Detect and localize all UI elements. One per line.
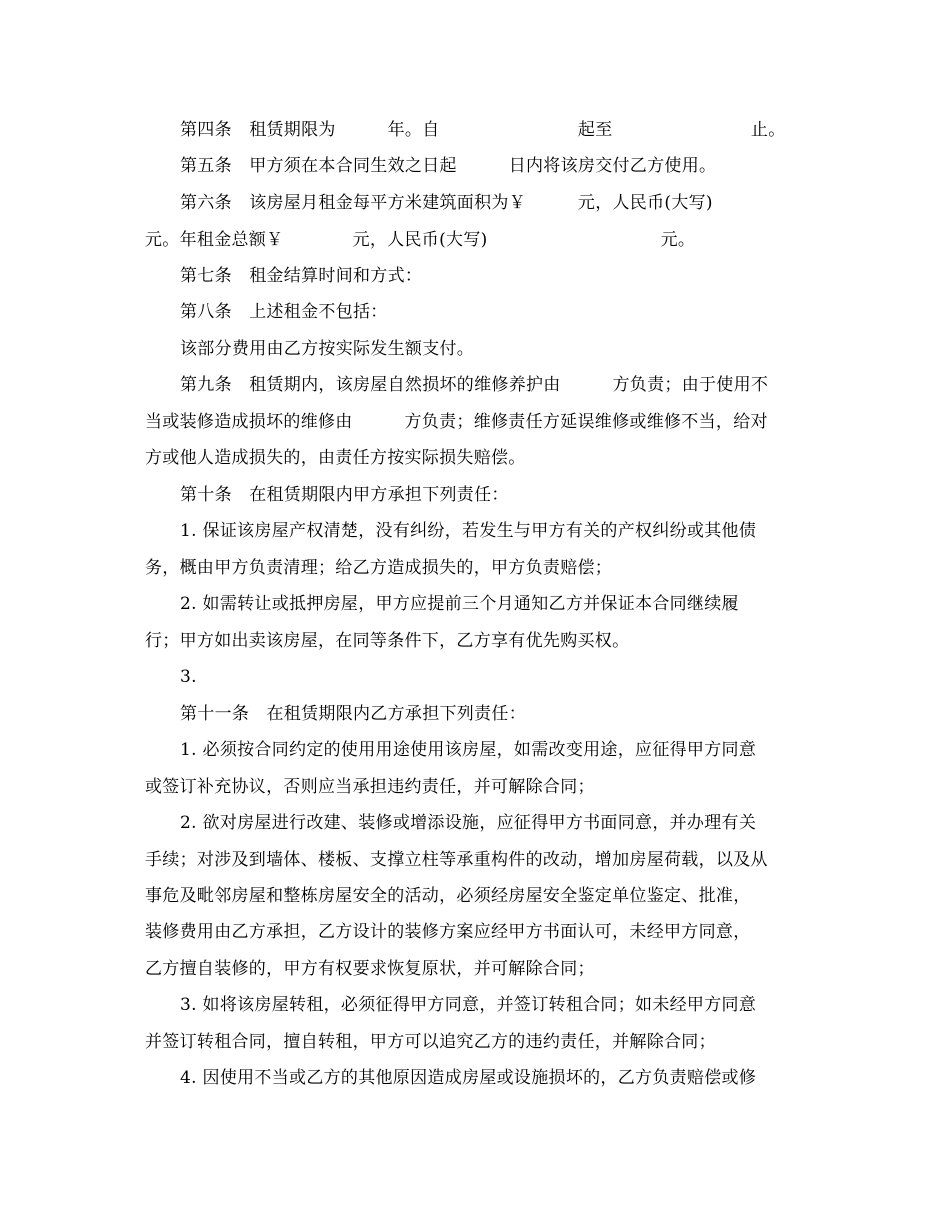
- text-line: 或签订补充协议，否则应当承担违约责任，并可解除合同；: [145, 777, 595, 797]
- text-line: 行；甲方如出卖该房屋，在同等条件下，乙方享有优先购买权。: [145, 631, 630, 651]
- text-line: 务，概由甲方负责清理；给乙方造成损失的，甲方负责赔偿；: [145, 558, 613, 578]
- text-line: 当或装修造成损坏的维修由 方负责；维修责任方延误维修或维修不当，给对: [145, 412, 768, 432]
- text-line: 装修费用由乙方承担，乙方设计的装修方案应经甲方书面认可，未经甲方同意，: [145, 922, 751, 942]
- text-line: 事危及毗邻房屋和整栋房屋安全的活动，必须经房屋安全鉴定单位鉴定、批准，: [145, 886, 751, 906]
- text-line: 手续；对涉及到墙体、楼板、支撑立柱等承重构件的改动，增加房屋荷载，以及从: [145, 850, 768, 870]
- text-line: 并签订转租合同，擅自转租，甲方可以追究乙方的违约责任，并解除合同；: [145, 1032, 716, 1052]
- text-line: 第七条 租金结算时间和方式：: [180, 266, 423, 286]
- text-line: 4. 因使用不当或乙方的其他原因造成房屋或设施损坏的，乙方负责赔偿或修: [180, 1068, 757, 1088]
- text-line: 第十条 在租赁期限内甲方承担下列责任：: [180, 485, 509, 505]
- text-line: 第六条 该房屋月租金每平方米建筑面积为￥ 元，人民币(大写): [180, 193, 713, 213]
- text-line: 第五条 甲方须在本合同生效之日起 日内将该房交付乙方使用。: [180, 156, 717, 176]
- text-line: 元。年租金总额￥ 元，人民币(大写) 元。: [145, 230, 696, 250]
- text-line: 方或他人造成损失的，由责任方按实际损失赔偿。: [145, 448, 526, 468]
- text-line: 3.: [180, 667, 197, 687]
- text-line: 第八条 上述租金不包括：: [180, 302, 388, 322]
- text-line: 第十一条 在租赁期限内乙方承担下列责任：: [180, 704, 526, 724]
- text-line: 1. 必须按合同约定的使用用途使用该房屋，如需改变用途，应征得甲方同意: [180, 740, 757, 760]
- text-line: 1. 保证该房屋产权清楚，没有纠纷，若发生与甲方有关的产权纠纷或其他债: [180, 521, 757, 541]
- text-line: 该部分费用由乙方按实际发生额支付。: [180, 339, 475, 359]
- text-line: 第四条 租赁期限为 年。自 起至 止。: [180, 120, 786, 140]
- text-line: 第九条 租赁期内，该房屋自然损坏的维修养护由 方负责；由于使用不: [180, 375, 769, 395]
- text-line: 3. 如将该房屋转租，必须征得甲方同意，并签订转租合同；如未经甲方同意: [180, 995, 757, 1015]
- text-line: 乙方擅自装修的，甲方有权要求恢复原状，并可解除合同；: [145, 959, 595, 979]
- text-line: 2. 欲对房屋进行改建、装修或增添设施，应征得甲方书面同意，并办理有关: [180, 813, 757, 833]
- text-line: 2. 如需转让或抵押房屋，甲方应提前三个月通知乙方并保证本合同继续履: [180, 594, 739, 614]
